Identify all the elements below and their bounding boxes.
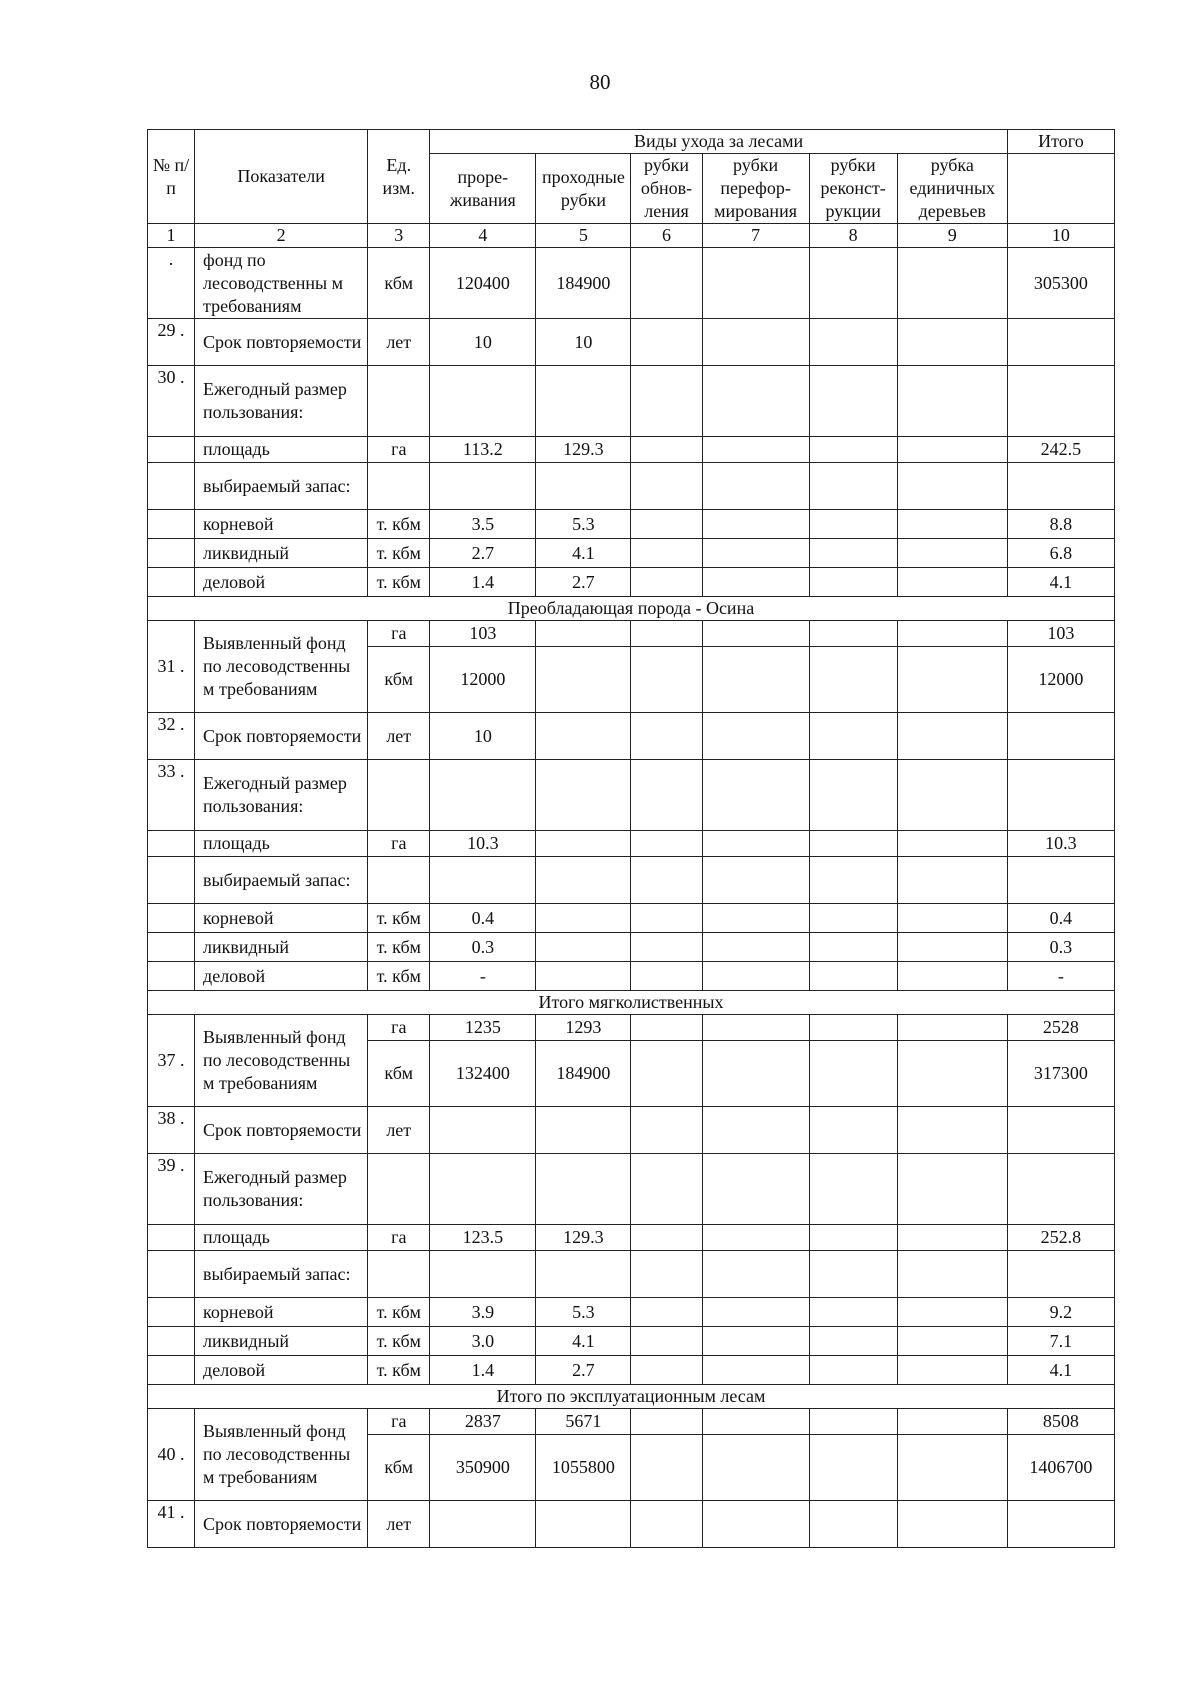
value-cell: 5.3 [536, 510, 631, 539]
value-cell: 0.3 [430, 933, 536, 962]
table-row [148, 1225, 1115, 1251]
value-cell: 103 [430, 621, 536, 647]
indicator-label: площадь [195, 437, 368, 463]
unit-cell: лет [368, 1107, 430, 1154]
section-row [148, 597, 1115, 621]
unit-cell: га [368, 1015, 430, 1041]
row-number: 37 . [148, 1015, 195, 1107]
unit-cell: т. кбм [368, 510, 430, 539]
section-row [148, 1385, 1115, 1409]
table-row [148, 1251, 1115, 1298]
unit-cell: га [368, 1225, 430, 1251]
value-cell: 1235 [430, 1015, 536, 1041]
row-number: . [148, 248, 195, 319]
value-cell: - [430, 962, 536, 991]
total-cell: 6.8 [1007, 539, 1114, 568]
indicator-label: выбираемый запас: [195, 1251, 368, 1298]
row-number: 31 . [148, 621, 195, 713]
table-row [148, 1015, 1115, 1041]
header-row-1 [148, 130, 1115, 154]
unit-cell: т. кбм [368, 1327, 430, 1356]
index-cell: 2 [195, 224, 368, 248]
unit-cell: кбм [368, 647, 430, 713]
indicator-label: ликвидный [195, 539, 368, 568]
table-row [148, 437, 1115, 463]
row-number: 33 . [148, 760, 195, 831]
header-sub-3: рубки обнов-ления [631, 154, 702, 224]
value-cell: 1.4 [430, 1356, 536, 1385]
header-unit: Ед. изм. [368, 130, 430, 224]
table-row [148, 857, 1115, 904]
value-cell: 2.7 [536, 1356, 631, 1385]
table-row [148, 248, 1115, 319]
row-number: 29 . [148, 319, 195, 366]
value-cell: 129.3 [536, 437, 631, 463]
indicator-label: Ежегодный размер пользования: [195, 760, 368, 831]
total-cell: 317300 [1007, 1041, 1114, 1107]
index-cell: 8 [809, 224, 897, 248]
header-sub-2: проходные рубки [536, 154, 631, 224]
indicator-label: ликвидный [195, 1327, 368, 1356]
table-row [148, 1107, 1115, 1154]
indicator-label: фонд по лесоводственны м требованиям [195, 248, 368, 319]
table-row [148, 1409, 1115, 1435]
value-cell: 184900 [536, 248, 631, 319]
unit-cell: кбм [368, 1041, 430, 1107]
forest-care-table [147, 129, 1115, 1548]
value-cell: 3.0 [430, 1327, 536, 1356]
total-cell: 0.3 [1007, 933, 1114, 962]
value-cell: 4.1 [536, 1327, 631, 1356]
table-row [148, 621, 1115, 647]
value-cell: 2837 [430, 1409, 536, 1435]
table-row [148, 933, 1115, 962]
indicator-label: Ежегодный размер пользования: [195, 366, 368, 437]
table-row [148, 713, 1115, 760]
indicator-label: выбираемый запас: [195, 463, 368, 510]
unit-cell: т. кбм [368, 904, 430, 933]
table-row [148, 1298, 1115, 1327]
value-cell: 184900 [536, 1041, 631, 1107]
indicator-label: ликвидный [195, 933, 368, 962]
value-cell: 10.3 [430, 831, 536, 857]
row-number: 40 . [148, 1409, 195, 1501]
total-cell: 242.5 [1007, 437, 1114, 463]
unit-cell: лет [368, 713, 430, 760]
total-cell: 103 [1007, 621, 1114, 647]
index-cell: 7 [702, 224, 809, 248]
table-row [148, 904, 1115, 933]
unit-cell: т. кбм [368, 539, 430, 568]
table-row [148, 962, 1115, 991]
indicator-label: Ежегодный размер пользования: [195, 1154, 368, 1225]
unit-cell: кбм [368, 1435, 430, 1501]
table-row [148, 1327, 1115, 1356]
header-sub-1: проре-живания [430, 154, 536, 224]
row-number: 30 . [148, 366, 195, 437]
indicator-label: деловой [195, 1356, 368, 1385]
total-cell: 8.8 [1007, 510, 1114, 539]
indicator-label: корневой [195, 904, 368, 933]
total-cell: 10.3 [1007, 831, 1114, 857]
total-cell: 252.8 [1007, 1225, 1114, 1251]
indicator-label: Срок повторяемости [195, 319, 368, 366]
header-sub-5: рубки реконст-рукции [809, 154, 897, 224]
value-cell: 12000 [430, 647, 536, 713]
value-cell: 123.5 [430, 1225, 536, 1251]
value-cell: 1055800 [536, 1435, 631, 1501]
unit-cell: кбм [368, 248, 430, 319]
indicator-label: Срок повторяемости [195, 1107, 368, 1154]
index-cell: 10 [1007, 224, 1114, 248]
value-cell: 2.7 [536, 568, 631, 597]
index-cell: 3 [368, 224, 430, 248]
indicator-label: площадь [195, 831, 368, 857]
total-cell: 12000 [1007, 647, 1114, 713]
value-cell: 10 [430, 319, 536, 366]
value-cell: 2.7 [430, 539, 536, 568]
unit-cell: га [368, 831, 430, 857]
header-sub-4: рубки перефор-мирования [702, 154, 809, 224]
row-number: 32 . [148, 713, 195, 760]
indicator-label: Срок повторяемости [195, 1501, 368, 1548]
section-title: Преобладающая порода - Осина [148, 597, 1115, 621]
value-cell: 1293 [536, 1015, 631, 1041]
index-cell: 5 [536, 224, 631, 248]
value-cell: 4.1 [536, 539, 631, 568]
indicator-label: деловой [195, 568, 368, 597]
index-cell: 6 [631, 224, 702, 248]
index-cell: 9 [897, 224, 1007, 248]
header-sub-6: рубка единичных деревьев [897, 154, 1007, 224]
table-row [148, 539, 1115, 568]
table-row [148, 463, 1115, 510]
header-total: Итого [1007, 130, 1114, 154]
unit-cell: лет [368, 1501, 430, 1548]
table-row [148, 319, 1115, 366]
value-cell: 3.5 [430, 510, 536, 539]
table-row [148, 510, 1115, 539]
value-cell: 120400 [430, 248, 536, 319]
value-cell: 132400 [430, 1041, 536, 1107]
total-cell: 4.1 [1007, 1356, 1114, 1385]
indicator-label: корневой [195, 1298, 368, 1327]
table-row [148, 366, 1115, 437]
section-row [148, 991, 1115, 1015]
total-cell: 7.1 [1007, 1327, 1114, 1356]
unit-cell: га [368, 437, 430, 463]
table-row [148, 760, 1115, 831]
value-cell: 10 [430, 713, 536, 760]
table-row [148, 831, 1115, 857]
indicator-label: площадь [195, 1225, 368, 1251]
table-row [148, 1154, 1115, 1225]
value-cell: 5.3 [536, 1298, 631, 1327]
indicator-label: выбираемый запас: [195, 857, 368, 904]
value-cell: 1.4 [430, 568, 536, 597]
header-indicators: Показатели [195, 130, 368, 224]
unit-cell: т. кбм [368, 1356, 430, 1385]
page-number: 80 [589, 70, 611, 94]
value-cell: 5671 [536, 1409, 631, 1435]
header-total-blank [1007, 154, 1114, 224]
unit-cell: га [368, 621, 430, 647]
unit-cell: т. кбм [368, 933, 430, 962]
header-num: № п/п [148, 130, 195, 224]
table-row [148, 1356, 1115, 1385]
total-cell: 305300 [1007, 248, 1114, 319]
header-care-types: Виды ухода за лесами [430, 130, 1008, 154]
indicator-label: корневой [195, 510, 368, 539]
total-cell: 2528 [1007, 1015, 1114, 1041]
value-cell: 3.9 [430, 1298, 536, 1327]
indicator-label: Выявленный фонд по лесоводственны м требованиям [195, 621, 368, 713]
row-number: 41 . [148, 1501, 195, 1548]
unit-cell: га [368, 1409, 430, 1435]
value-cell: 350900 [430, 1435, 536, 1501]
row-number: 38 . [148, 1107, 195, 1154]
total-cell: 9.2 [1007, 1298, 1114, 1327]
total-cell: 8508 [1007, 1409, 1114, 1435]
indicator-label: деловой [195, 962, 368, 991]
indicator-label: Срок повторяемости [195, 713, 368, 760]
table-row [148, 1501, 1115, 1548]
row-number: 39 . [148, 1154, 195, 1225]
unit-cell: лет [368, 319, 430, 366]
section-title: Итого по эксплуатационным лесам [148, 1385, 1115, 1409]
value-cell: 0.4 [430, 904, 536, 933]
value-cell: 129.3 [536, 1225, 631, 1251]
section-title: Итого мягколиственных [148, 991, 1115, 1015]
total-cell: 0.4 [1007, 904, 1114, 933]
indicator-label: Выявленный фонд по лесоводственны м требованиям [195, 1015, 368, 1107]
indicator-label: Выявленный фонд по лесоводственны м требованиям [195, 1409, 368, 1501]
index-cell: 1 [148, 224, 195, 248]
value-cell: 113.2 [430, 437, 536, 463]
total-cell: 4.1 [1007, 568, 1114, 597]
unit-cell: т. кбм [368, 962, 430, 991]
unit-cell: т. кбм [368, 1298, 430, 1327]
table-row [148, 568, 1115, 597]
total-cell: 1406700 [1007, 1435, 1114, 1501]
index-cell: 4 [430, 224, 536, 248]
total-cell: - [1007, 962, 1114, 991]
unit-cell: т. кбм [368, 568, 430, 597]
value-cell: 10 [536, 319, 631, 366]
index-row [148, 224, 1115, 248]
